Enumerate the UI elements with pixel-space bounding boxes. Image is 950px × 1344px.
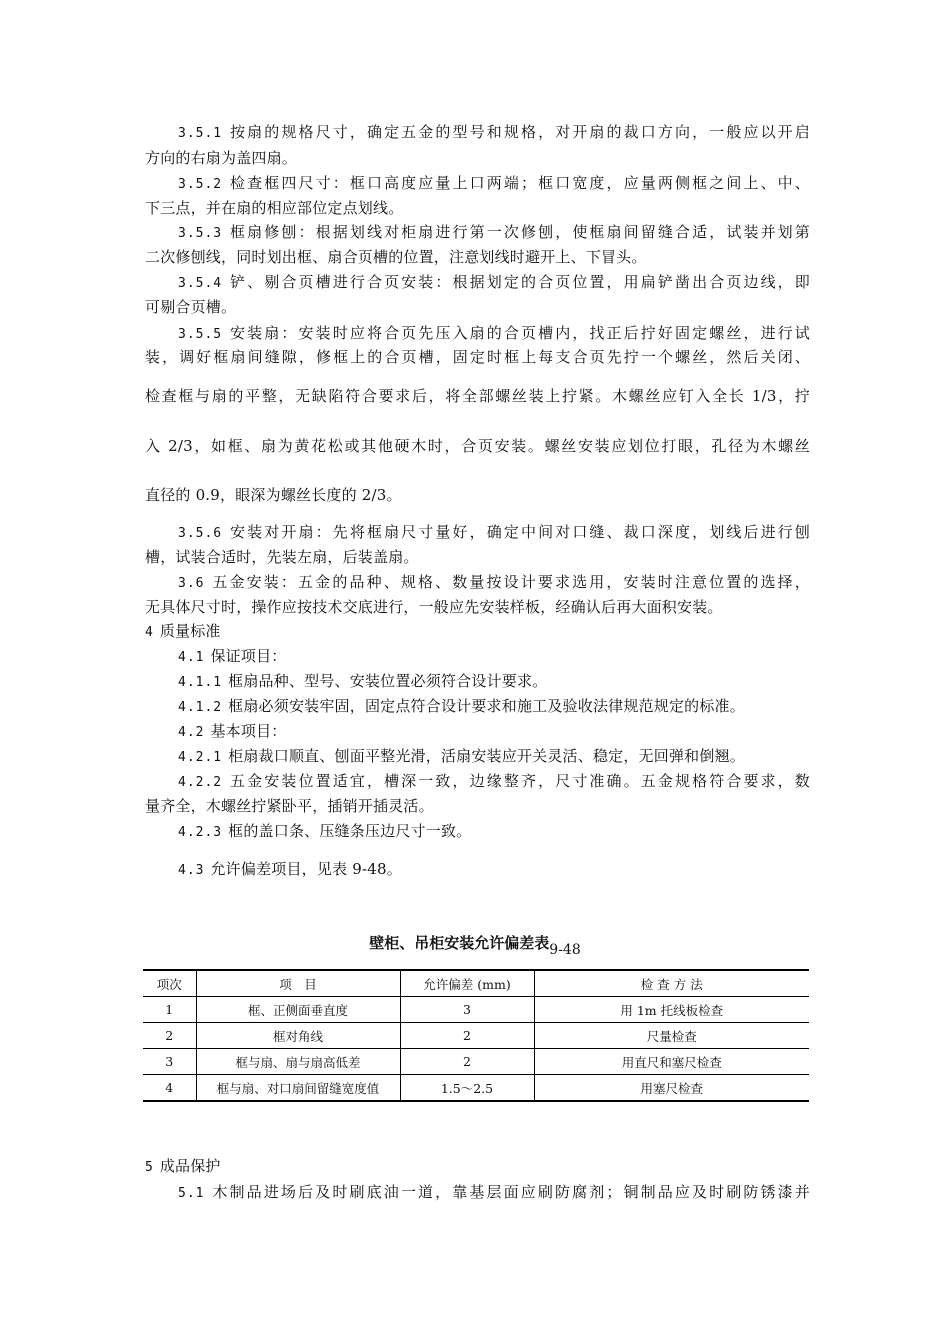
table-row bbox=[143, 1075, 809, 1102]
paragraph-line: 4.2.1 柜扇裁口顺直、刨面平整光滑，活扇安装应开关灵活、稳定，无回弹和倒翘。 bbox=[178, 747, 745, 765]
section-number: 3.5.6 bbox=[178, 526, 223, 541]
paragraph-line: 方向的右扇为盖四扇。 bbox=[145, 149, 298, 167]
paragraph-line: 下三点，并在扇的相应部位定点划线。 bbox=[145, 199, 404, 217]
paragraph-line: 无具体尺寸时，操作应按技术交底进行，一般应先安装样板，经确认后再大面积安装。 bbox=[145, 598, 723, 616]
table-header-cell: 检 查 方 法 bbox=[534, 970, 809, 997]
section-heading: 4 质量标准 bbox=[145, 622, 221, 640]
table-header-cell: 项次 bbox=[143, 970, 196, 997]
paragraph-line: 直径的 0.9，眼深为螺丝长度的 2/3。 bbox=[145, 486, 402, 504]
table-cell: 用直尺和塞尺检查 bbox=[534, 1049, 809, 1075]
table-header-cell: 项 目 bbox=[196, 970, 400, 997]
paragraph-line: 可剔合页槽。 bbox=[145, 298, 237, 316]
table-cell: 框与扇、对口扇间留缝宽度值 bbox=[196, 1075, 400, 1102]
section-number: 4.2.1 bbox=[178, 750, 223, 765]
section-number: 4.2 bbox=[178, 725, 205, 740]
table-cell: 框对角线 bbox=[196, 1023, 400, 1049]
paragraph-line: 4.2.3 框的盖口条、压缝条压边尺寸一致。 bbox=[178, 822, 472, 840]
paragraph-line: 4.2 基本项目： bbox=[178, 722, 287, 740]
section-number: 4 bbox=[145, 625, 154, 640]
section-heading: 5 成品保护 bbox=[145, 1157, 221, 1175]
table-header-row bbox=[143, 970, 809, 997]
paragraph-line: 槽，试装合适时，先装左扇，后装盖扇。 bbox=[145, 548, 419, 566]
table-title: 壁柜、吊柜安装允许偏差表9-48 bbox=[369, 934, 581, 958]
section-number: 3.5.4 bbox=[178, 276, 223, 291]
table-cell: 2 bbox=[400, 1049, 534, 1075]
table-cell: 框与扇、扇与扇高低差 bbox=[196, 1049, 400, 1075]
paragraph-line: 3.5.2 检查框四尺寸：框口高度应量上口两端；框口宽度，应量两侧框之间上、中、 bbox=[178, 174, 810, 192]
table-cell: 4 bbox=[143, 1075, 196, 1102]
paragraph-line: 3.5.5 安装扇：安装时应将合页先压入扇的合页槽内，找正后拧好固定螺丝，进行试 bbox=[178, 324, 810, 342]
section-number: 3.5.5 bbox=[178, 327, 223, 342]
paragraph-line: 3.5.3 框扇修刨：根据划线对柜扇进行第一次修刨，使框扇间留缝合适，试装并划第 bbox=[178, 223, 810, 241]
paragraph-line: 4.2.2 五金安装位置适宜，槽深一致，边缘整齐，尺寸准确。五金规格符合要求，数 bbox=[178, 772, 810, 790]
table-cell: 3 bbox=[143, 1049, 196, 1075]
paragraph-line: 4.1 保证项目： bbox=[178, 647, 287, 665]
section-number: 4.1.1 bbox=[178, 675, 223, 690]
section-number: 5.1 bbox=[178, 1186, 205, 1201]
table-cell: 1.5～2.5 bbox=[400, 1075, 534, 1102]
table-header-cell: 允许偏差 (mm) bbox=[400, 970, 534, 997]
paragraph-line: 入 2/3，如框、扇为黄花松或其他硬木时，合页安装。螺丝安装应划位打眼，孔径为木螺丝 bbox=[145, 437, 810, 455]
paragraph-line: 4.1.2 框扇必须安装牢固，固定点符合设计要求和施工及验收法律规范规定的标准。 bbox=[178, 697, 745, 715]
section-number: 4.1 bbox=[178, 650, 205, 665]
table-row bbox=[143, 1049, 809, 1075]
section-number: 4.1.2 bbox=[178, 700, 223, 715]
paragraph-line: 3.5.1 按扇的规格尺寸，确定五金的型号和规格，对开扇的裁口方向，一般应以开启 bbox=[178, 123, 810, 141]
section-number: 3.5.1 bbox=[178, 126, 223, 141]
table-row bbox=[143, 997, 809, 1023]
table-number: 9-48 bbox=[549, 942, 581, 958]
section-number: 5 bbox=[145, 1160, 154, 1175]
paragraph-line: 二次修刨线，同时划出框、扇合页槽的位置，注意划线时避开上、下冒头。 bbox=[145, 248, 647, 266]
paragraph-line: 4.1.1 框扇品种、型号、安装位置必须符合设计要求。 bbox=[178, 672, 548, 690]
paragraph-line: 量齐全，木螺丝拧紧卧平，插销开插灵活。 bbox=[145, 797, 434, 815]
section-number: 4.2.3 bbox=[178, 825, 223, 840]
paragraph-line: 装，调好框扇间缝隙，修框上的合页槽，固定时框上每支合页先拧一个螺丝，然后关闭、 bbox=[145, 348, 810, 366]
section-number: 3.6 bbox=[178, 576, 205, 591]
deviation-table bbox=[143, 969, 809, 1102]
paragraph-line: 5.1 木制品进场后及时刷底油一道，靠基层面应刷防腐剂；铜制品应及时刷防锈漆并 bbox=[178, 1183, 810, 1201]
paragraph-line: 3.5.4 铲、剔合页槽进行合页安装：根据划定的合页位置，用扁铲凿出合页边线，即 bbox=[178, 273, 810, 291]
section-number: 3.5.2 bbox=[178, 177, 223, 192]
table-cell: 用 1m 托线板检查 bbox=[534, 997, 809, 1023]
paragraph-line: 检查框与扇的平整，无缺陷符合要求后，将全部螺丝装上拧紧。木螺丝应钉入全长 1/3，拧 bbox=[145, 387, 810, 405]
table-row bbox=[143, 1023, 809, 1049]
table-cell: 2 bbox=[400, 1023, 534, 1049]
table-cell: 用塞尺检查 bbox=[534, 1075, 809, 1102]
table-cell: 3 bbox=[400, 997, 534, 1023]
section-number: 4.2.2 bbox=[178, 775, 223, 790]
table-cell: 尺量检查 bbox=[534, 1023, 809, 1049]
table-cell: 1 bbox=[143, 997, 196, 1023]
table-cell: 框、正侧面垂直度 bbox=[196, 997, 400, 1023]
paragraph-line: 4.3 允许偏差项目，见表 9-48。 bbox=[178, 860, 402, 878]
paragraph-line: 3.6 五金安装：五金的品种、规格、数量按设计要求选用，安装时注意位置的选择， bbox=[178, 573, 810, 591]
section-number: 3.5.3 bbox=[178, 226, 223, 241]
section-number: 4.3 bbox=[178, 863, 205, 878]
table-cell: 2 bbox=[143, 1023, 196, 1049]
paragraph-line: 3.5.6 安装对开扇：先将框扇尺寸量好，确定中间对口缝、裁口深度，划线后进行刨 bbox=[178, 523, 810, 541]
